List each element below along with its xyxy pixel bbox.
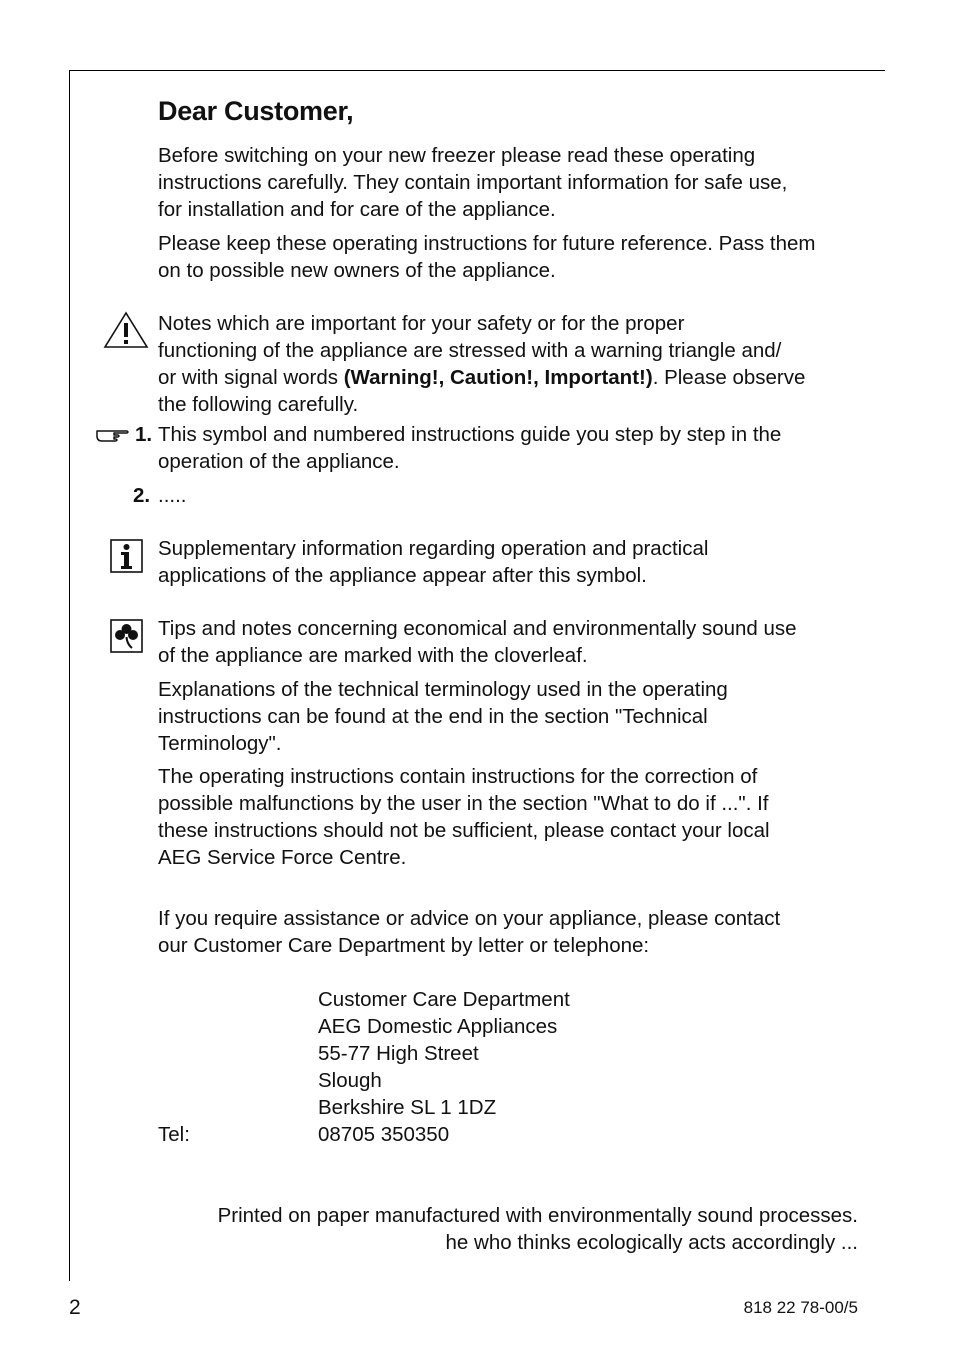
- address-line-3: 55-77 High Street: [318, 1042, 479, 1065]
- cloverleaf-icon: [110, 619, 143, 653]
- tel-number: 08705 350350: [318, 1123, 450, 1146]
- step-number-2: 2.: [133, 484, 151, 507]
- assistance-paragraph: If you require assistance or advice on your appliance, please contact our Customer Care Department by letter or telephone:: [158, 907, 781, 957]
- pointing-hand-icon: [94, 424, 130, 444]
- step-text-2: .....: [158, 484, 187, 507]
- document-code: 818 22 78-00/5: [743, 1298, 858, 1317]
- terminology-paragraph: Explanations of the technical terminology used in the operating instructions can be found at the end in the section "Technical Terminology".: [158, 678, 728, 755]
- warning-text-after: . Please observe the following carefully.: [158, 366, 806, 416]
- page-number: 2: [69, 1296, 81, 1319]
- step-text-1: This symbol and numbered instructions guide you step by step in the operation of the appliance.: [158, 423, 782, 473]
- address-line-5: Berkshire SL 1 1DZ: [318, 1096, 497, 1119]
- page-heading: Dear Customer,: [158, 96, 354, 126]
- footer-note-line-1: Printed on paper manufactured with environmentally sound processes.: [217, 1204, 858, 1227]
- address-line-2: AEG Domestic Appliances: [318, 1015, 558, 1038]
- warning-paragraph: [158, 310, 858, 418]
- malfunctions-paragraph: The operating instructions contain instructions for the correction of possible malfunctions by the user in the section "What to do if ...". If these instructions should not be sufficient, please contact your local AEG Service Force Centre.: [158, 765, 770, 869]
- warning-text-before: Notes which are important for your safety or for the proper functioning of the appliance are stressed with a warning triangle and/ or with signal words: [158, 312, 782, 389]
- info-icon: [110, 539, 143, 573]
- footer-note-line-2: he who thinks ecologically acts accordingly ...: [445, 1231, 858, 1254]
- eco-paragraph: Tips and notes concerning economical and environmentally sound use of the appliance are marked with the cloverleaf.: [158, 617, 797, 667]
- step-number-1: 1.: [135, 423, 153, 446]
- address-line-4: Slough: [318, 1069, 382, 1092]
- tel-label: Tel:: [158, 1123, 190, 1146]
- warning-signal-words: (Warning!, Caution!, Important!): [343, 366, 653, 389]
- top-rule: [69, 70, 885, 71]
- warning-triangle-icon: [103, 310, 149, 350]
- address-line-1: Customer Care Department: [318, 988, 570, 1011]
- left-rule: [69, 70, 70, 1281]
- intro-paragraph-2: Please keep these operating instructions for future reference. Pass them on to possible new owners of the appliance.: [158, 232, 816, 282]
- info-paragraph: Supplementary information regarding operation and practical applications of the appliance appear after this symbol.: [158, 537, 709, 587]
- intro-paragraph-1: Before switching on your new freezer please read these operating instructions carefully. They contain important information for safe use, for installation and for care of the appliance.: [158, 144, 788, 221]
